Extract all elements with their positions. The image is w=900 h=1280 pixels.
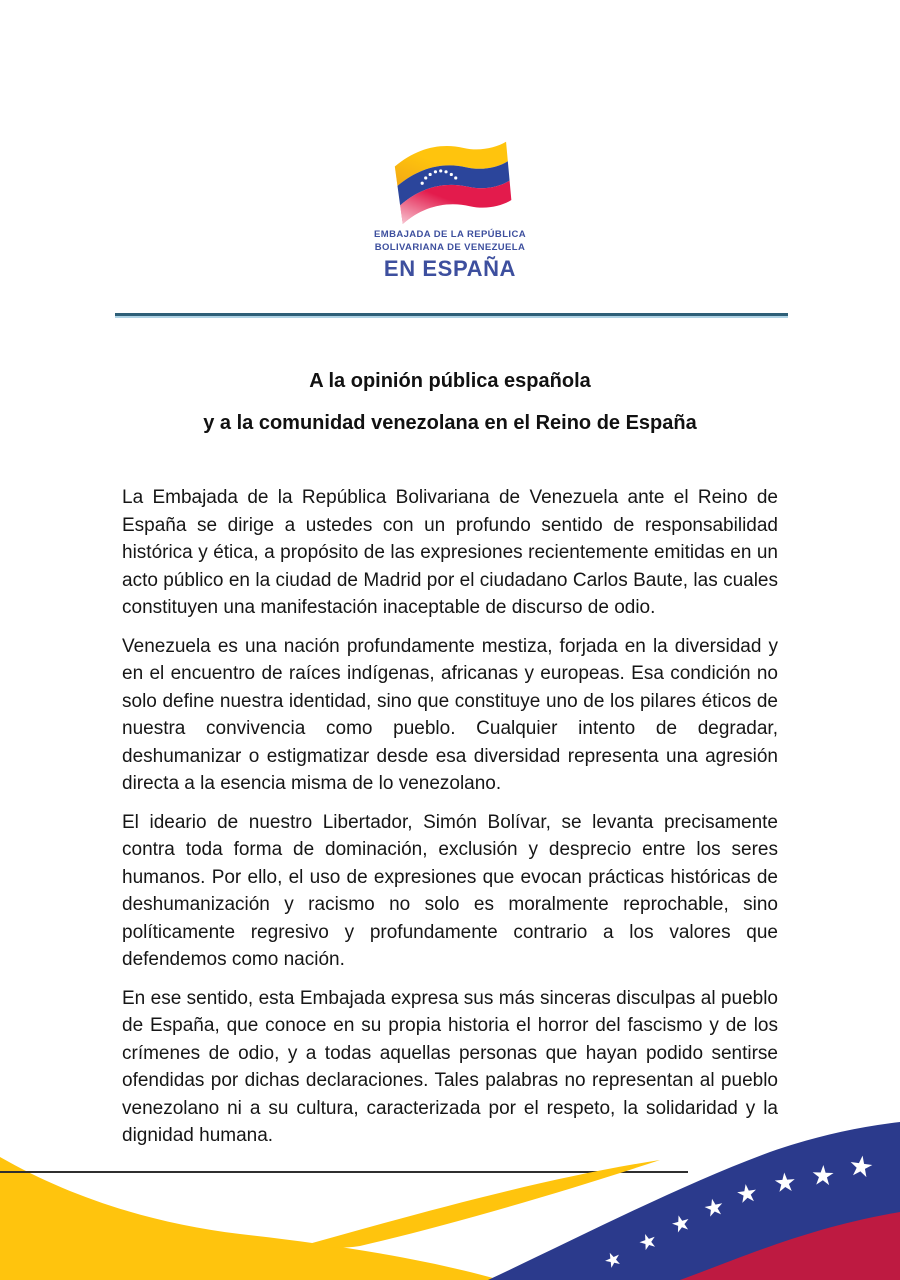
embassy-country-label: EN ESPAÑA [383, 256, 517, 281]
body-paragraph-3: El ideario de nuestro Libertador, Simón Bolívar, se levanta precisamente contra toda forma de dominación, exclusión y desprecio entre los seres humanos. Por ello, el uso de expresiones que evocan prácticas históricas de deshumanización y racismo no solo es moralmente reprochable, sino políticamente regresivo y profundamente contrario a los valores que defendemos como nación. [122, 811, 778, 970]
embassy-logo [0, 138, 900, 281]
body-paragraph-4: En ese sentido, esta Embajada expresa sus más sinceras disculpas al pueblo de España, que conoce en su propia historia el horror del fascismo y de los crímenes de odio, y a todas aquellas personas que hayan podido sentirse ofendidas por dichas declaraciones. Tales palabras no representan al pueblo venezolano ni a su cultura, caracterizada por el respeto, la solidaridad y la dignidad humana. [122, 987, 778, 1146]
title-line-1: A la opinión pública española [309, 370, 591, 392]
footer-line [0, 1171, 688, 1173]
embassy-name-line2: BOLIVARIANA DE VENEZUELA [374, 242, 526, 253]
body-paragraph-2: Venezuela es una nación profundamente mestiza, forjada en la diversidad y en el encuentro de raíces indígenas, africanas y europeas. Esa condición no solo define nuestra identidad, sino que constituye uno de los pilares éticos de nuestra convivencia como pueblo. Cualquier intento de degradar, deshumanizar o estigmatizar desde esa diversidad representa una agresión directa a la esencia misma de lo venezolano. [122, 635, 778, 794]
venezuela-flag-icon [386, 138, 514, 225]
body-paragraph-1: La Embajada de la República Bolivariana de Venezuela ante el Reino de España se dirige a ustedes con un profundo sentido de responsabilidad histórica y ética, a propósito de las expresiones recientemente emitidas en un acto público en la ciudad de Madrid por el ciudadano Carlos Baute, las cuales constituyen una manifestación inaceptable de discurso de odio. [122, 487, 778, 618]
flag-wave-decoration [0, 1115, 900, 1280]
letter-body [122, 484, 778, 1161]
letter-title [122, 368, 778, 452]
embassy-name-line1: EMBAJADA DE LA REPÚBLICA [374, 229, 526, 240]
title-line-2: y a la comunidad venezolana en el Reino de España [203, 412, 697, 434]
header-divider [115, 313, 788, 318]
